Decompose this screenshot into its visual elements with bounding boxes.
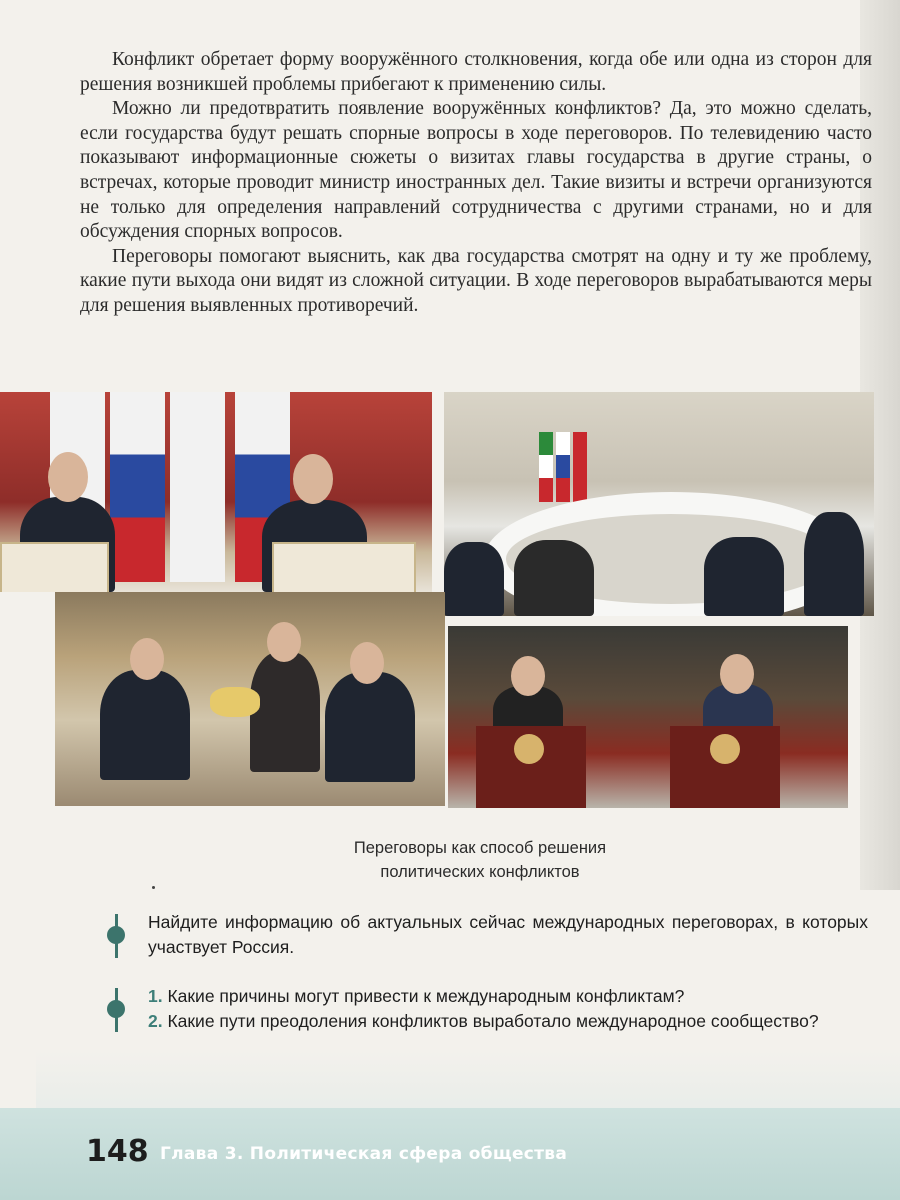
- question-2-number: 2.: [148, 1010, 163, 1031]
- stray-dot: [152, 886, 155, 889]
- paragraph-1: Конфликт обретает форму вооружённого столкновения, когда обе или одна из сторон для решения возникшей проблемы прибегают к применению силы.: [80, 49, 872, 95]
- paragraph-3: Переговоры помогают выяснить, как два государства смотрят на одну и ту же проблему, какие пути выхода они видят из сложной ситуации. В ходе переговоров вырабатываются меры для решения выявленных противоречий.: [80, 245, 872, 316]
- caption-line-1: Переговоры как способ решения: [353, 839, 607, 857]
- photo-leaders-press-conference: [0, 392, 432, 592]
- body-text: [80, 48, 872, 319]
- question-2: [148, 1009, 868, 1034]
- photo-round-table-meeting: [444, 392, 874, 616]
- task-marker-icon: [104, 914, 128, 958]
- photo-leaders-red-podiums: [448, 626, 848, 808]
- task-find-information: Найдите информацию об актуальных сейчас международных переговорах, в которых участвует Россия.: [148, 912, 868, 957]
- photo-caption: [280, 836, 680, 884]
- review-questions: [148, 984, 868, 1033]
- question-1-text: Какие причины могут привести к международным конфликтам?: [162, 986, 685, 1006]
- question-1: [148, 984, 868, 1009]
- question-1-number: 1.: [148, 986, 163, 1006]
- chapter-title: Глава 3. Политическая сфера общества: [160, 1144, 568, 1164]
- question-2-text: Какие пути преодоления конфликтов выработало международное сообщество?: [162, 1010, 819, 1031]
- caption-line-2: политических конфликтов: [380, 863, 580, 881]
- photo-leaders-seated: [55, 592, 445, 806]
- page-number: 148: [86, 1134, 149, 1169]
- questions-marker-icon: [104, 988, 128, 1032]
- paragraph-2: Можно ли предотвратить появление вооружённых конфликтов? Да, это можно сделать, если государства будут решать спорные вопросы в ходе переговоров. По телевидению часто показывают информационные сюжеты о визитах главы государства в другие страны, о встречах, которые проводит министр иностранных дел. Такие визиты и встречи организуются не только для определения направлений сотрудничества с другими странами, но и для обсуждения спорных вопросов.: [80, 98, 872, 243]
